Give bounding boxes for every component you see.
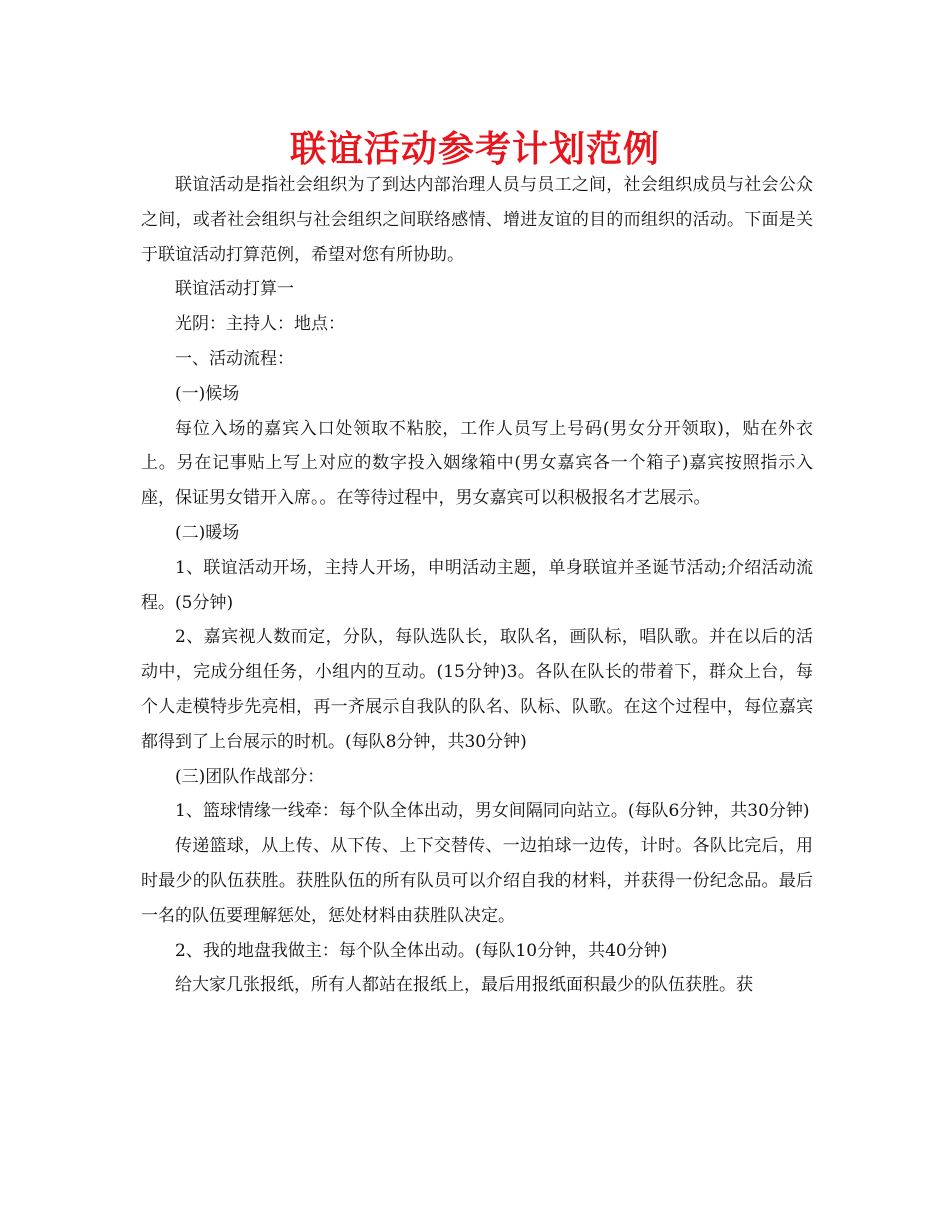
body-paragraph: 2、嘉宾视人数而定，分队，每队选队长，取队名，画队标，唱队歌。并在以后的活动中，完成分组任务，小组内的互动。(15分钟)3。各队在队长的带着下，群众上台，每个人走模特步先亮相，再一齐展示自我队的队名、队标、队歌。在这个过程中，每位嘉宾都得到了上台展示的时机。(每队8分钟，共30分钟) bbox=[141, 627, 813, 752]
body-paragraph: 1、联谊活动开场，主持人开场，申明活动主题，单身联谊并圣诞节活动;介绍活动流程。(5分钟) bbox=[141, 557, 813, 613]
subsection-heading: (三)团队作战部分： bbox=[175, 766, 325, 787]
body-paragraph: 每位入场的嘉宾入口处领取不粘胶，工作人员写上号码(男女分开领取)，贴在外衣上。另在记事贴上写上对应的数字投入姻缘箱中(男女嘉宾各一个箱子)嘉宾按照指示入座，保证男女错开入席。。在等待过程中，男女嘉宾可以积极报名才艺展示。 bbox=[141, 418, 813, 509]
body-paragraph: 给大家几张报纸，所有人都站在报纸上，最后用报纸面积最少的队伍获胜。获 bbox=[175, 975, 753, 996]
subsection-heading: (一)候场 bbox=[175, 383, 240, 404]
section-heading: 一、活动流程： bbox=[175, 348, 294, 369]
intro-paragraph: 联谊活动是指社会组织为了到达内部治理人员与员工之间，社会组织成员与社会公众之间，或者社会组织与社会组织之间联络感情、增进友谊的目的而组织的活动。下面是关于联谊活动打算范例，希望对您有所协助。 bbox=[141, 175, 813, 265]
time-host-place-line: 光阴：主持人：地点： bbox=[175, 314, 345, 335]
body-paragraph: 1、篮球情缘一线牵：每个队全体出动，男女间隔同向站立。(每队6分钟，共30分钟) bbox=[175, 801, 810, 822]
body-paragraph: 传递篮球，从上传、从下传、上下交替传、一边拍球一边传，计时。各队比完后，用时最少的队伍获胜。获胜队伍的所有队员可以介绍自我的材料，并获得一份纪念品。最后一名的队伍要理解惩处，惩处材料由获胜队决定。 bbox=[141, 836, 813, 926]
document-title: 联谊活动参考计划范例 bbox=[289, 128, 660, 170]
document-body bbox=[141, 168, 813, 1003]
plan-heading: 联谊活动打算一 bbox=[175, 279, 294, 300]
subsection-heading: (二)暖场 bbox=[175, 522, 240, 543]
body-paragraph: 2、我的地盘我做主：每个队全体出动。(每队10分钟，共40分钟) bbox=[175, 940, 668, 961]
